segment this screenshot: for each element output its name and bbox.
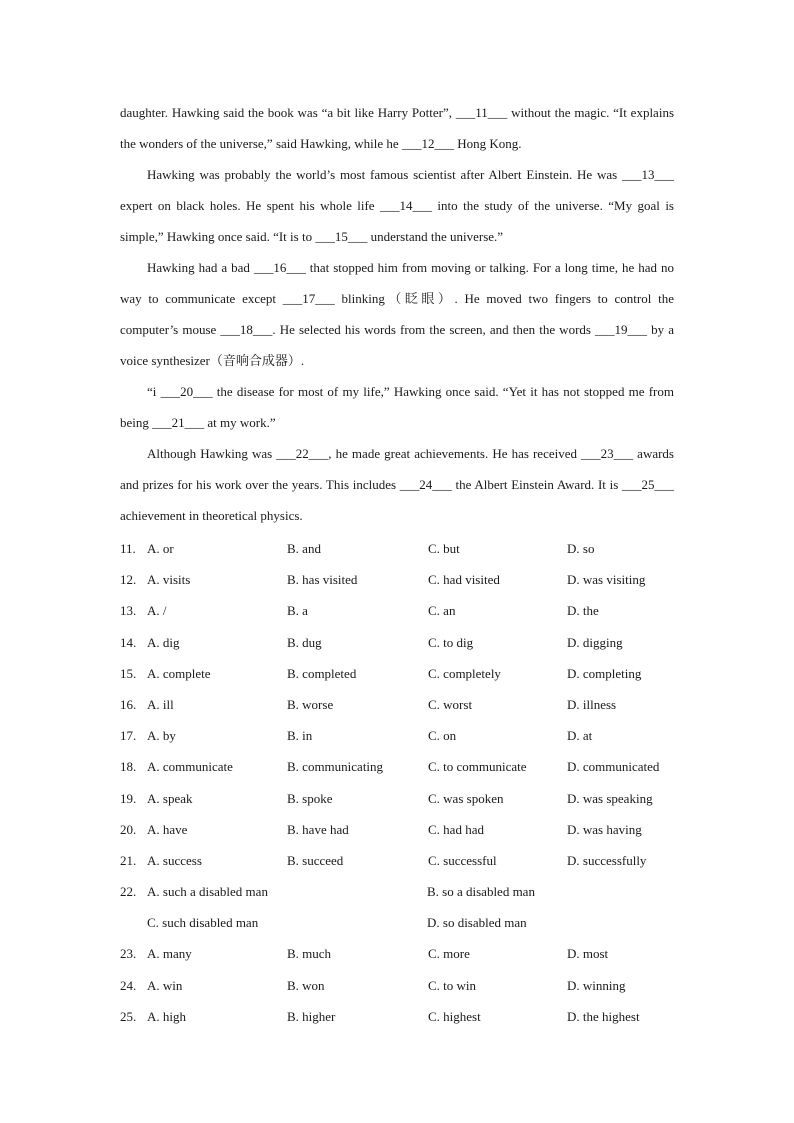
option-b: B. and <box>287 541 321 556</box>
question-19 <box>120 783 680 814</box>
option-a: A. win <box>147 977 183 993</box>
question-23 <box>120 938 680 969</box>
option-d: D. most <box>567 946 609 962</box>
option-c: C. worst <box>428 696 473 712</box>
option-d: D. was visiting <box>567 572 646 588</box>
option-c: C. had visited <box>428 572 500 588</box>
option-c: C. but <box>428 541 460 556</box>
option-d: D. communicated <box>567 759 660 775</box>
question-15 <box>120 658 680 689</box>
option-b: B. in <box>287 728 313 744</box>
option-a: A. high <box>147 1008 186 1024</box>
option-c: C. completely <box>428 665 501 681</box>
option-b: B. a <box>287 603 308 619</box>
question-number: 14. <box>120 634 137 650</box>
question-number: 20. <box>120 821 137 837</box>
option-a: A. speak <box>147 790 193 806</box>
option-b: B. has visited <box>287 572 358 588</box>
option-d: D. successfully <box>567 852 647 868</box>
option-a: A. such a disabled man <box>147 884 268 900</box>
option-b: B. have had <box>287 821 349 837</box>
question-number: 11. <box>120 541 136 556</box>
option-d: D. illness <box>567 696 617 712</box>
question-13 <box>120 595 680 626</box>
option-c: C. had had <box>428 821 484 837</box>
paragraph-3: Hawking had a bad ___16___ that stopped him from moving or talking. For a long time, he had no way to communicate except ___17___ blinking（眨眼）. He moved two fingers to control the computer’s mouse ___18___. He selected his words from the screen, and then the words ___19___ by a voice synthesizer（音响合成器）. <box>120 260 674 368</box>
question-number: 13. <box>120 603 137 619</box>
paragraph-1: daughter. Hawking said the book was “a bit like Harry Potter”, ___11___ without the magic. “It explains the wonders of the universe,” said Hawking, while he ___12___ Hong Kong. <box>120 105 674 151</box>
paragraph-2: Hawking was probably the world’s most famous scientist after Albert Einstein. He was ___13___ expert on black holes. He spent his whole life ___14___ into the study of the universe. “My goal is simple,” Hawking once said. “It is to ___15___ understand the universe.” <box>120 167 674 244</box>
option-a: A. many <box>147 946 192 962</box>
question-number: 25. <box>120 1008 137 1024</box>
option-d: D. at <box>567 728 593 744</box>
option-c: C. more <box>428 946 470 962</box>
option-a: A. have <box>147 821 188 837</box>
option-a: A. communicate <box>147 759 233 775</box>
question-12 <box>120 564 680 595</box>
question-20 <box>120 814 680 845</box>
question-number: 16. <box>120 696 137 712</box>
option-b: B. so a disabled man <box>427 884 535 900</box>
option-b: B. dug <box>287 634 322 650</box>
option-d: D. the <box>567 603 599 619</box>
option-c: C. to win <box>428 977 477 993</box>
option-d: D. so <box>567 541 595 556</box>
question-16 <box>120 689 680 720</box>
option-b: B. won <box>287 977 325 993</box>
question-22-continued <box>120 907 680 938</box>
option-d: D. winning <box>567 977 626 993</box>
option-c: C. an <box>428 603 456 619</box>
question-number: 24. <box>120 977 137 993</box>
option-b: B. worse <box>287 696 334 712</box>
question-22 <box>120 876 680 907</box>
option-b: B. much <box>287 946 332 962</box>
question-number: 21. <box>120 852 137 868</box>
question-number: 18. <box>120 759 137 775</box>
option-b: B. completed <box>287 665 357 681</box>
option-b: B. succeed <box>287 852 344 868</box>
option-d: D. the highest <box>567 1008 640 1024</box>
reading-passage <box>120 97 674 531</box>
question-18 <box>120 751 680 782</box>
question-number: 15. <box>120 665 137 681</box>
option-a: A. / <box>147 603 167 619</box>
option-d: D. completing <box>567 665 642 681</box>
option-b: B. communicating <box>287 759 384 775</box>
question-25 <box>120 1001 680 1032</box>
option-d: D. so disabled man <box>427 915 527 931</box>
option-a: A. or <box>147 541 174 556</box>
question-number: 17. <box>120 728 137 744</box>
option-a: A. by <box>147 728 176 744</box>
option-c: C. to communicate <box>428 759 527 775</box>
paragraph-5: Although Hawking was ___22___, he made great achievements. He has received ___23___ awards and prizes for his work over the years. This includes ___24___ the Albert Einstein Award. It is ___25___ achievement in theoretical physics. <box>120 446 674 523</box>
option-d: D. digging <box>567 634 623 650</box>
option-a: A. success <box>147 852 202 868</box>
question-11 <box>120 533 680 564</box>
option-b: B. higher <box>287 1008 336 1024</box>
option-c: C. on <box>428 728 457 744</box>
question-14 <box>120 627 680 658</box>
question-number: 12. <box>120 572 137 588</box>
option-a: A. dig <box>147 634 180 650</box>
option-d: D. was having <box>567 821 642 837</box>
option-c: C. to dig <box>428 634 474 650</box>
paragraph-4: “i ___20___ the disease for most of my life,” Hawking once said. “Yet it has not stopped me from being ___21___ at my work.” <box>120 384 674 430</box>
question-number: 22. <box>120 884 137 900</box>
option-c: C. was spoken <box>428 790 504 806</box>
option-a: A. ill <box>147 696 174 712</box>
option-c: C. highest <box>428 1008 481 1024</box>
option-a: A. complete <box>147 665 211 681</box>
option-d: D. was speaking <box>567 790 653 806</box>
answer-options <box>120 533 680 1032</box>
question-17 <box>120 720 680 751</box>
option-c: C. successful <box>428 852 497 868</box>
option-c: C. such disabled man <box>147 915 259 931</box>
option-b: B. spoke <box>287 790 333 806</box>
question-number: 23. <box>120 946 137 962</box>
question-24 <box>120 970 680 1001</box>
question-21 <box>120 845 680 876</box>
question-number: 19. <box>120 790 137 806</box>
option-a: A. visits <box>147 572 191 588</box>
